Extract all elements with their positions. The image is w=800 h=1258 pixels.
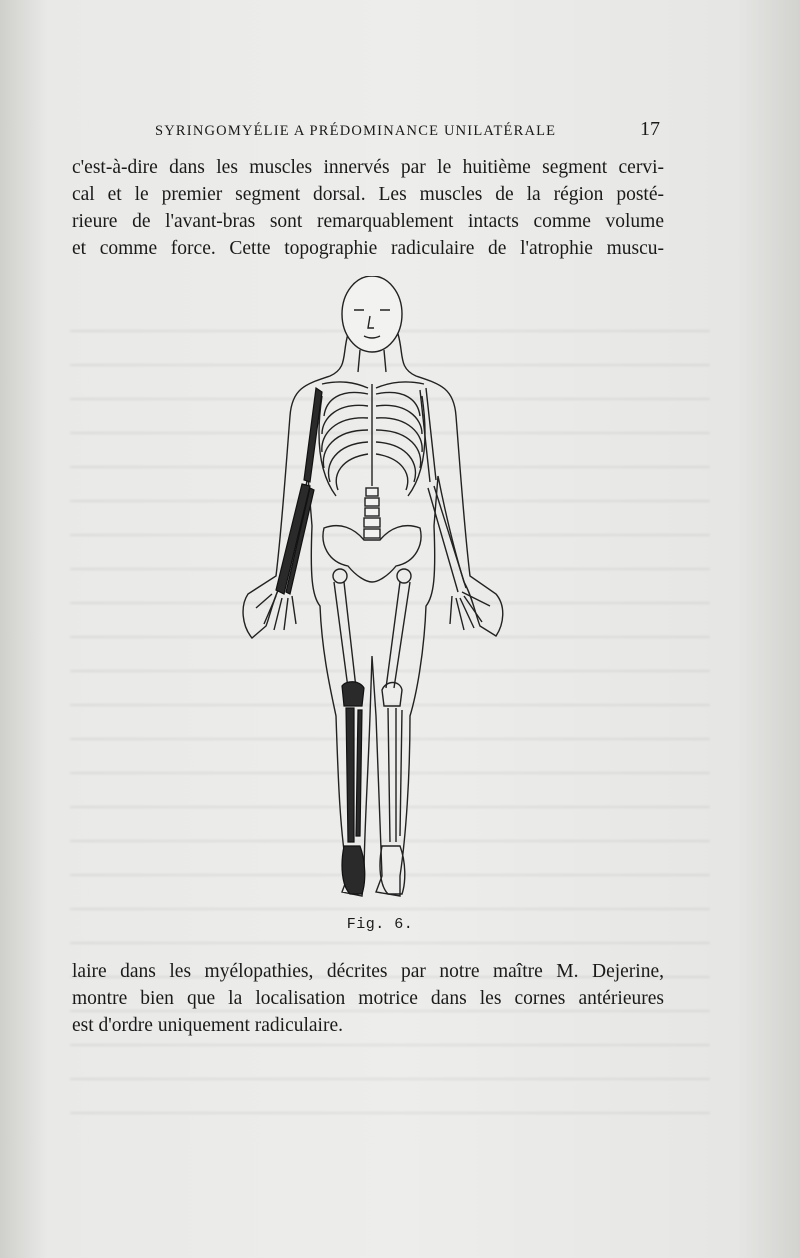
hand-left xyxy=(450,592,490,630)
body-outline xyxy=(243,334,503,896)
hip-joint-left xyxy=(397,569,411,583)
clavicle-right xyxy=(322,382,368,388)
foot-right-dark xyxy=(342,846,365,894)
knee-left xyxy=(382,683,402,707)
text-line: et comme force. Cette topographie radiculaire de l'atrophie muscu- xyxy=(72,238,664,259)
page-number: 17 xyxy=(640,118,660,140)
hand-right xyxy=(256,594,296,630)
text-line: est d'ordre uniquement radiculaire. xyxy=(72,1015,343,1036)
paragraph-bottom xyxy=(72,958,664,1039)
fibula-left xyxy=(400,710,402,836)
paragraph-top xyxy=(72,154,664,262)
skeleton-illustration xyxy=(230,276,510,916)
femur-right xyxy=(334,582,356,688)
text-line: cal et le premier segment dorsal. Les muscles de la région posté- xyxy=(72,184,664,205)
femur-left xyxy=(386,582,410,688)
fibula-right-dark xyxy=(356,710,362,836)
text-line: laire dans les myélopathies, décrites par notre maître M. Dejerine, xyxy=(72,961,664,982)
ribcage xyxy=(319,384,425,496)
text-line: montre bien que la localisation motrice dans les cornes antérieures xyxy=(72,988,664,1009)
tibia-right-dark xyxy=(346,708,354,842)
figure-caption: Fig. 6. xyxy=(346,916,414,933)
spine xyxy=(364,488,380,538)
text-line: rieure de l'avant-bras sont remarquablement intacts comme volume xyxy=(72,211,664,232)
hip-joint-right xyxy=(333,569,347,583)
head xyxy=(342,276,402,352)
clavicle-left xyxy=(376,382,424,388)
running-head xyxy=(155,118,660,141)
knee-right-dark xyxy=(342,682,364,706)
running-title: SYRINGOMYÉLIE A PRÉDOMINANCE UNILATÉRALE xyxy=(155,123,557,139)
neck xyxy=(358,350,386,372)
skeleton-figure xyxy=(230,276,510,916)
text-line: c'est-à-dire dans les muscles innervés par le huitième segment cervi- xyxy=(72,157,664,178)
tibia-left xyxy=(388,708,396,842)
